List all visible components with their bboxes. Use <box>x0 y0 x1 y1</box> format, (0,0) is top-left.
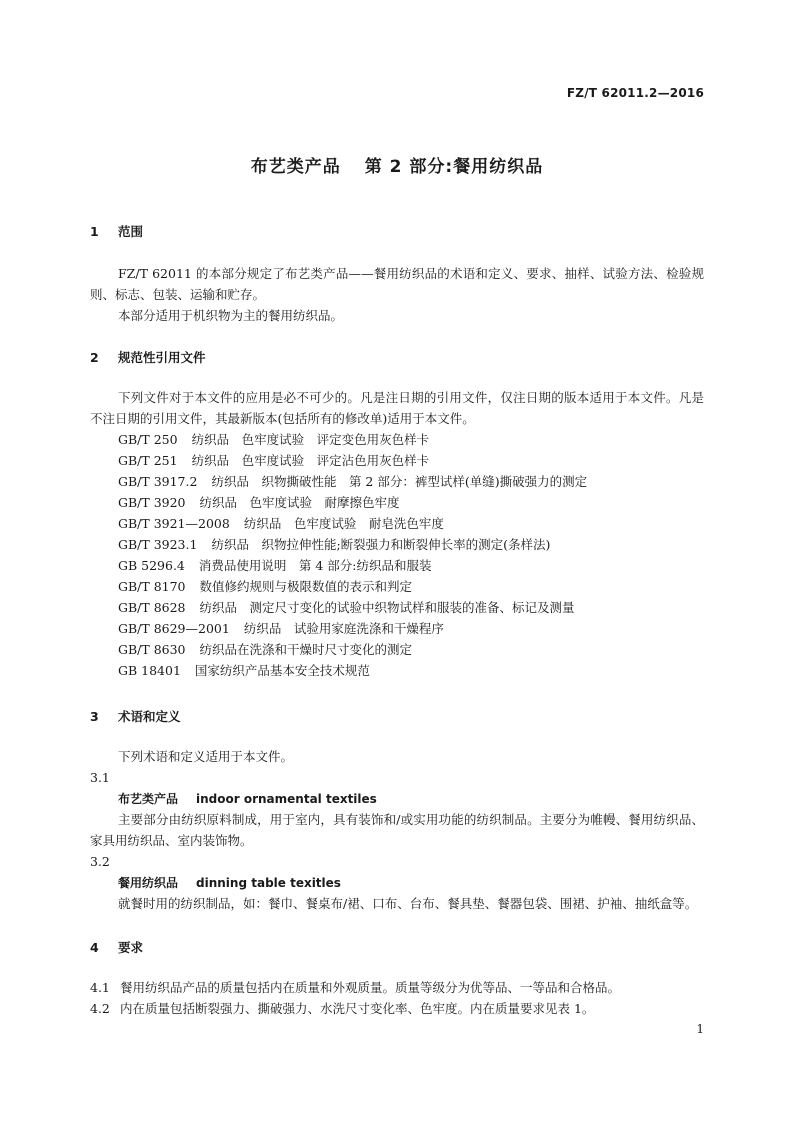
reference-item: GB/T 3921—2008 纺织品 色牢度试验 耐皂洗色牢度 <box>118 516 444 531</box>
page-number: 1 <box>696 1022 704 1036</box>
reference-item: GB/T 8629—2001 纺织品 试验用家庭洗涤和干燥程序 <box>118 621 444 636</box>
reference-item: GB 18401 国家纺织产品基本安全技术规范 <box>118 663 370 678</box>
title-part: 第 2 部分:餐用纺织品 <box>364 157 544 177</box>
term-definition: 主要部分由纺织原料制成，用于室内，具有装饰和/或实用功能的纺织制品。主要分为帷幔、餐用纺织品、家具用纺织品、室内装饰物。 <box>90 812 704 848</box>
term-zh: 布艺类产品 <box>118 792 179 806</box>
section-heading-requirements: 4 要求 <box>90 940 144 955</box>
clause-number: 3.2 <box>90 854 110 869</box>
reference-item: GB/T 8630 纺织品在洗涤和干燥时尺寸变化的测定 <box>118 642 413 657</box>
term-zh: 餐用纺织品 <box>118 876 179 890</box>
section-heading-normative-refs: 2 规范性引用文件 <box>90 350 206 365</box>
scope-applicability: 本部分适用于机织物为主的餐用纺织品。 <box>118 308 344 323</box>
reference-item: GB/T 8628 纺织品 测定尺寸变化的试验中织物试样和服装的准备、标记及测量 <box>118 600 575 615</box>
reference-item: GB/T 3917.2 纺织品 织物撕破性能 第 2 部分：裤型试样(单缝)撕破强力的测定 <box>118 474 588 489</box>
terms-intro: 下列术语和定义适用于本文件。 <box>118 749 294 764</box>
term-definition: 就餐时用的纺织制品，如：餐巾、餐桌布/裙、口布、台布、餐具垫、餐器包袋、围裙、护袖、抽纸盒等。 <box>118 896 698 911</box>
clause-number: 3.1 <box>90 770 110 785</box>
reference-item: GB 5296.4 消费品使用说明 第 4 部分:纺织品和服装 <box>118 558 432 573</box>
section-heading-scope: 1 范围 <box>90 224 144 239</box>
term-entry <box>118 874 341 891</box>
standard-code: FZ/T 62011.2—2016 <box>566 86 704 100</box>
requirement-item: 4.2 内在质量包括断裂强力、撕破强力、水洗尺寸变化率、色牢度。内在质量要求见表 1。 <box>90 1001 595 1016</box>
section-heading-terms: 3 术语和定义 <box>90 709 181 724</box>
reference-item: GB/T 8170 数值修约规则与极限数值的表示和判定 <box>118 579 413 594</box>
term-en: indoor ornamental textiles <box>196 792 377 806</box>
scope-paragraph: FZ/T 62011 的本部分规定了布艺类产品——餐用纺织品的术语和定义、要求、抽样、试验方法、检验规则、标志、包装、运输和贮存。 <box>90 266 704 302</box>
requirement-item: 4.1 餐用纺织品产品的质量包括内在质量和外观质量。质量等级分为优等品、一等品和合格品。 <box>90 980 621 995</box>
normative-refs-intro: 下列文件对于本文件的应用是必不可少的。凡是注日期的引用文件，仅注日期的版本适用于本文件。凡是不注日期的引用文件，其最新版本(包括所有的修改单)适用于本文件。 <box>90 390 704 426</box>
reference-item: GB/T 251 纺织品 色牢度试验 评定沾色用灰色样卡 <box>118 453 430 468</box>
term-en: dinning table texitles <box>196 876 341 890</box>
title-main: 布艺类产品 <box>250 157 341 177</box>
reference-item: GB/T 3923.1 纺织品 织物拉伸性能;断裂强力和断裂伸长率的测定(条样法) <box>118 537 551 552</box>
reference-item: GB/T 3920 纺织品 色牢度试验 耐摩擦色牢度 <box>118 495 400 510</box>
document-title <box>0 152 794 177</box>
reference-list <box>118 429 708 681</box>
term-entry <box>118 790 377 807</box>
reference-item: GB/T 250 纺织品 色牢度试验 评定变色用灰色样卡 <box>118 432 430 447</box>
